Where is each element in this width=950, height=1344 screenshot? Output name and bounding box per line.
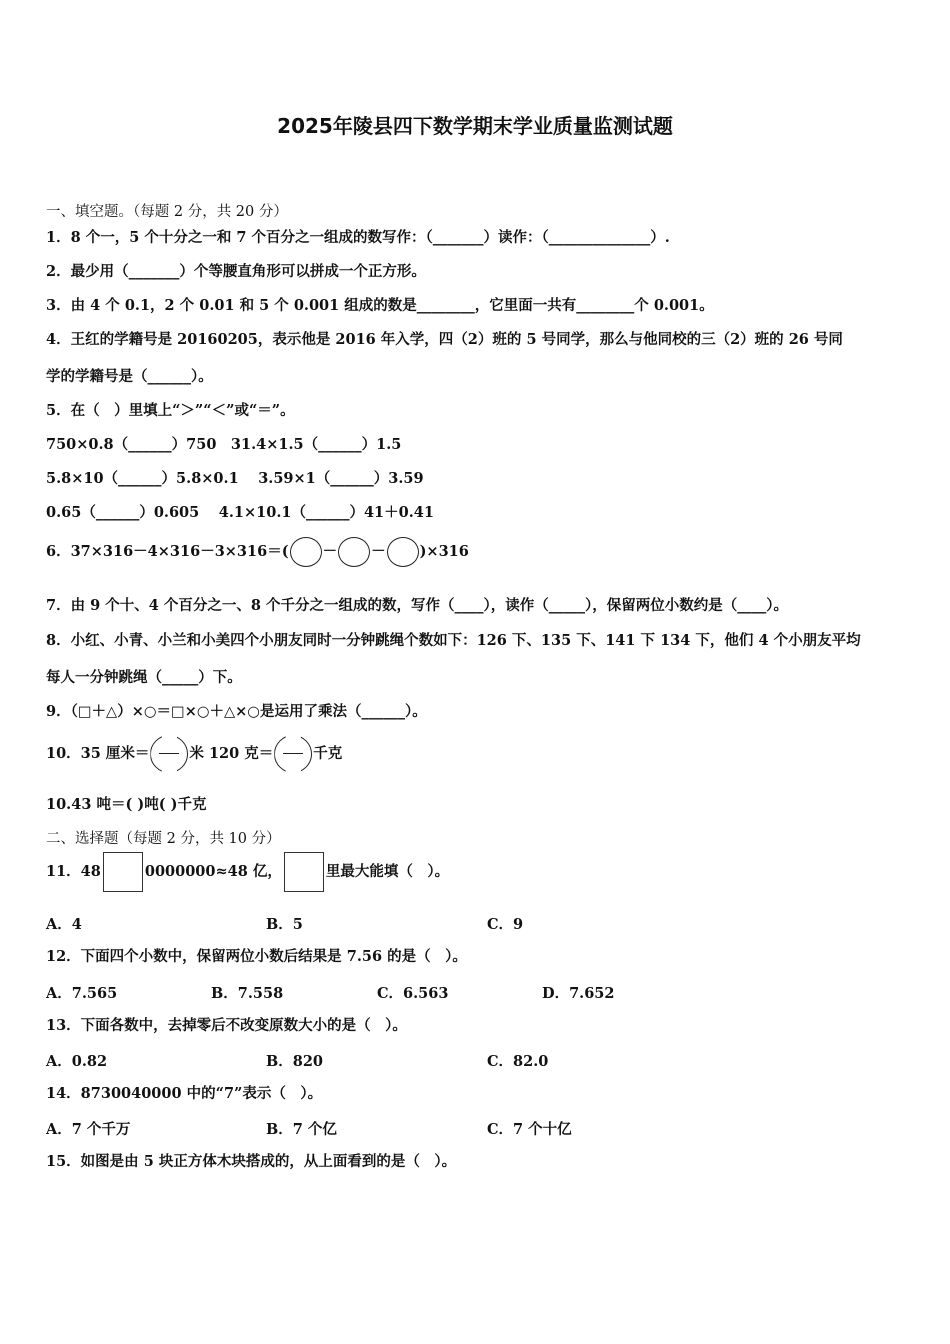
question-1: 1．8 个一，5 个十分之一和 7 个百分之一组成的数写作：（_______）读作：（______________）. [46,229,670,246]
question-4-line-1: 4．王红的学籍号是 20160205，表示他是 2016 年入学，四（2）班的 5 号同学，那么与他同校的三（2）班的 26 号同 [46,331,843,348]
question-10 [46,733,342,775]
option-a[interactable]: A．7 个千万 [46,1121,131,1138]
option-c[interactable]: C．6.563 [377,985,449,1002]
question-13: 13．下面各数中，去掉零后不改变原数大小的是（ ）。 [46,1017,407,1034]
option-b[interactable]: B．7 个亿 [266,1121,337,1138]
option-a[interactable]: A．0.82 [46,1053,108,1070]
question-11 [46,850,449,894]
question-6 [46,535,469,569]
option-b[interactable]: B．5 [266,916,303,933]
question-10-extra: 10.43 吨＝( )吨( )千克 [46,796,207,813]
option-a[interactable]: A．7.565 [46,985,118,1002]
question-10-mid: 米 120 克＝ [189,745,274,762]
question-14: 14．8730040000 中的“7”表示（ ）。 [46,1085,323,1102]
blank-oval[interactable] [387,537,419,567]
question-12: 12．下面四个小数中，保留两位小数后结果是 7.56 的是（ ）。 [46,948,467,965]
digit-box[interactable] [284,852,324,892]
question-5-row-1: 750×0.8（______）750 31.4×1.5（______）1.5 [46,436,402,453]
question-6-minus: － [322,543,338,560]
question-6-minus: － [371,543,386,560]
option-c[interactable]: C．9 [487,916,524,933]
option-d[interactable]: D．7.652 [542,985,615,1002]
question-8-line-1: 8．小红、小青、小兰和小美四个小朋友同时一分钟跳绳个数如下：126 下、135 下、141 下 134 下，他们 4 个小朋友平均 [46,632,861,649]
option-a[interactable]: A．4 [46,916,82,933]
question-7: 7．由 9 个十、4 个百分之一、8 个千分之一组成的数，写作（____），读作（_____），保留两位小数约是（____）。 [46,597,789,614]
question-2: 2．最少用（_______）个等腰直角形可以拼成一个正方形。 [46,263,426,280]
page-title: 2025年陵县四下数学期末学业质量监测试题 [277,114,673,138]
option-c[interactable]: C．82.0 [487,1053,549,1070]
question-5: 5．在（ ）里填上“＞”“＜”或“＝”。 [46,402,295,419]
question-11-prefix: 11．48 [46,863,101,880]
question-5-row-2: 5.8×10（______）5.8×0.1 3.59×1（______）3.59 [46,470,424,487]
question-6-prefix: 6．37×316－4×316－3×316＝( [46,543,289,560]
fraction-blank[interactable] [150,735,188,773]
option-b[interactable]: B．7.558 [211,985,284,1002]
question-11-mid: 0000000≈48 亿， [144,863,282,880]
question-10-suffix: 千克 [313,745,343,762]
question-11-suffix: 里最大能填（ ）。 [325,863,450,880]
question-6-suffix: )×316 [419,543,469,560]
option-b[interactable]: B．820 [266,1053,324,1070]
question-8-line-2: 每人一分钟跳绳（_____）下。 [46,669,242,686]
section-heading-fill: 一、填空题。（每题 2 分，共 20 分） [46,204,288,220]
question-5-row-3: 0.65（______）0.605 4.1×10.1（______）41＋0.41 [46,504,434,521]
question-3: 3．由 4 个 0.1，2 个 0.01 和 5 个 0.001 组成的数是________，它里面一共有________个 0.001。 [46,297,714,314]
section-heading-choice: 二、选择题（每题 2 分，共 10 分） [46,831,281,847]
question-10-prefix: 10．35 厘米＝ [46,745,150,762]
question-4-line-2: 学的学籍号是（______）。 [46,368,213,385]
blank-oval[interactable] [290,537,322,567]
question-15: 15．如图是由 5 块正方体木块搭成的，从上面看到的是（ ）。 [46,1153,457,1170]
digit-box[interactable] [103,852,143,892]
option-c[interactable]: C．7 个十亿 [487,1121,572,1138]
blank-oval[interactable] [338,537,370,567]
question-9: 9．（□＋△）×○＝□×○＋△×○是运用了乘法（______）。 [46,703,427,720]
fraction-blank[interactable] [274,735,312,773]
